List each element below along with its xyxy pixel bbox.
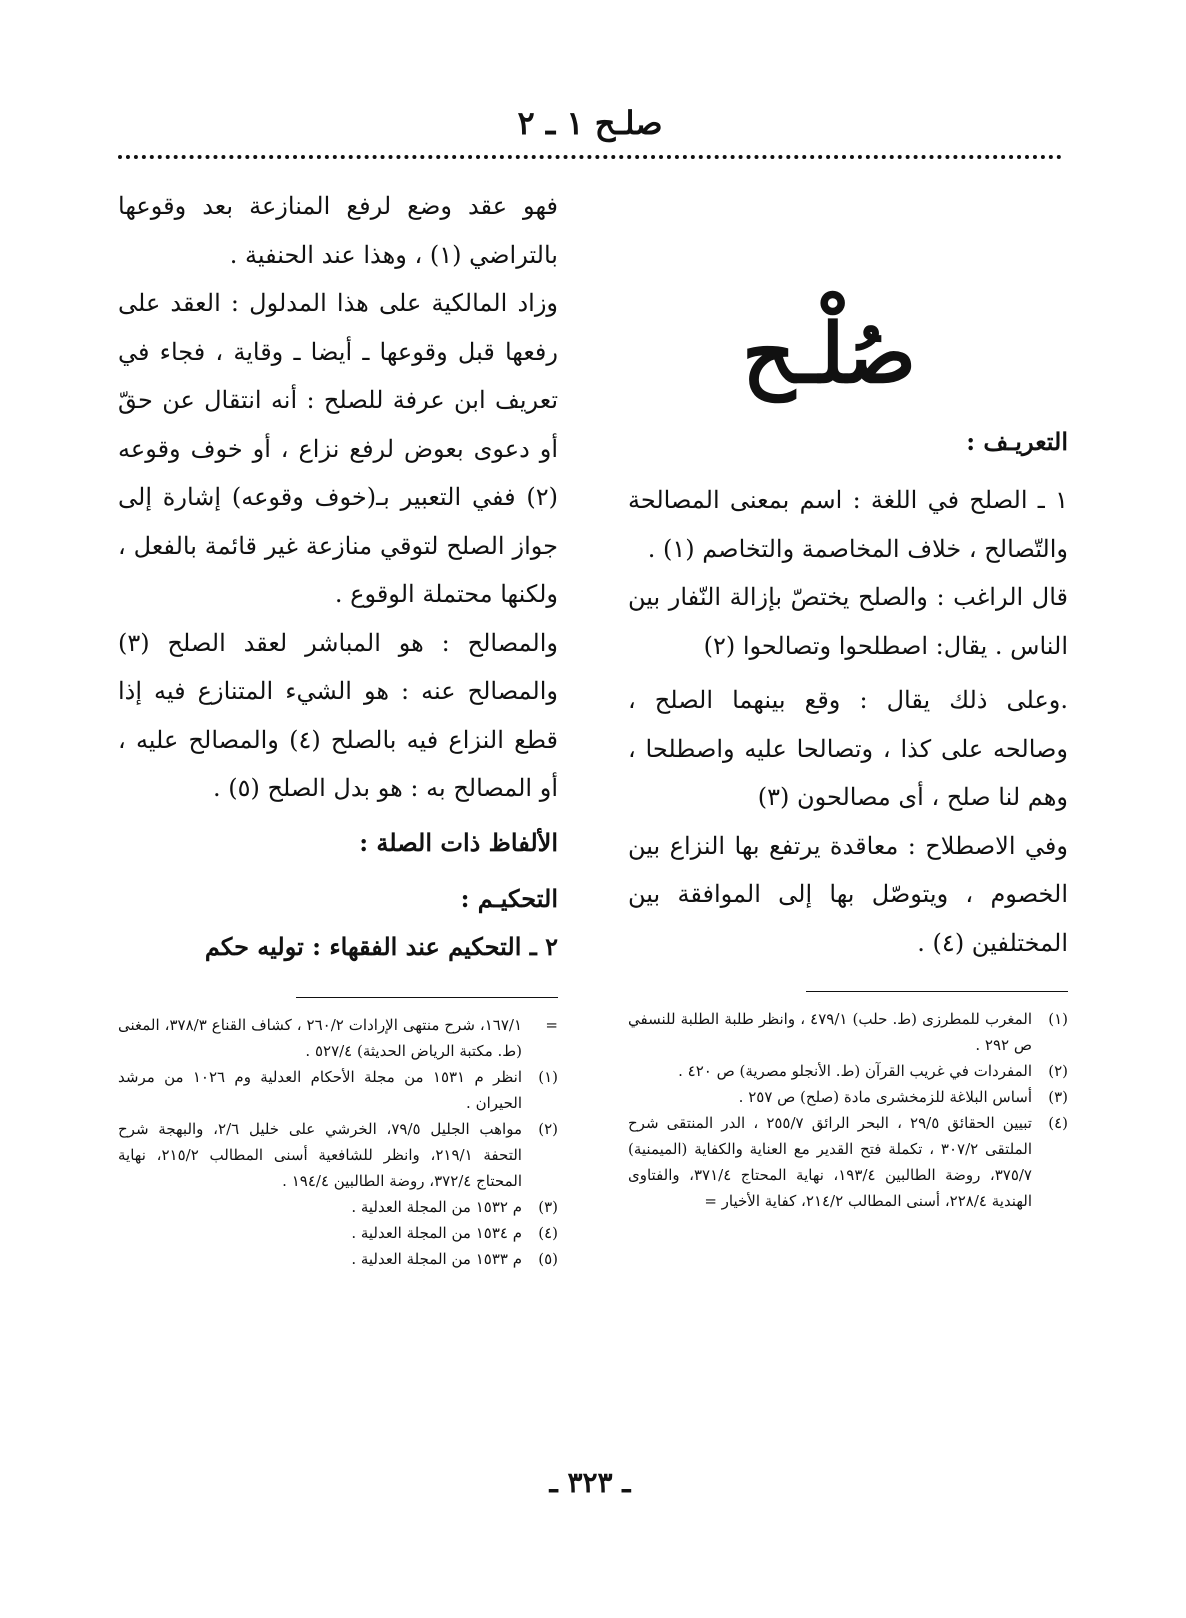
footnote (118, 1220, 558, 1246)
footnote-text: م ١٥٣٤ من المجلة العدلية . (351, 1224, 522, 1242)
footnote (628, 1110, 1068, 1214)
paragraph: قال الراغب : والصلح يختصّ بإزالة النّفار بين الناس . يقال: اصطلحوا وتصالحوا (٢) (628, 583, 1068, 660)
footnote-text: أساس البلاغة للزمخشرى مادة (صلح) ص ٢٥٧ . (738, 1088, 1032, 1106)
footnote-number: (٤) (538, 1224, 558, 1242)
paragraph: فهو عقد وضع لرفع المنازعة بعد وقوعها بالتراضي (١) ، وهذا عند الحنفية . (118, 192, 558, 269)
right-column (628, 418, 1068, 1214)
footnote-text: مواهب الجليل ٧٩/٥، الخرشي على خليل ٢/٦، والبهجة شرح التحفة ٢١٩/١، وانظر للشافعية أسنى المطالب ٢١٥/٢، نهاية المحتاج ٣٧٢/٤، روضة الطالبين ١٩٤/٤ . (118, 1120, 522, 1190)
footnote (628, 1084, 1068, 1110)
header-dotted-rule (118, 155, 1062, 159)
left-column (118, 182, 558, 1272)
paragraph: ١ ـ الصلح في اللغة : اسم بمعنى المصالحة والتّصالح ، خلاف المخاصمة والتخاصم (١) . (628, 486, 1068, 563)
entry-title: صُلْـح (742, 306, 916, 402)
footnote-number: = (545, 1016, 558, 1034)
footnote-text: المفردات في غريب القرآن (ط. الأنجلو مصرية) ص ٤٢٠ . (678, 1062, 1032, 1080)
footnote-number: (٥) (538, 1250, 558, 1268)
page-number: ـ ٣٢٣ ـ (549, 1466, 631, 1499)
paragraph: وفي الاصطلاح : معاقدة يرتفع بها النزاع بين الخصوم ، ويتوصّل بها إلى الموافقة بين المختلفين (٤) . (628, 831, 1068, 957)
footnote (628, 1006, 1068, 1058)
footnotes (628, 1006, 1068, 1214)
footnotes (118, 1012, 558, 1272)
footnote-rule (296, 997, 558, 998)
footnote-number: (٢) (538, 1120, 558, 1138)
footnote-text: م ١٥٣٣ من المجلة العدلية . (351, 1250, 522, 1268)
paragraph: والمصالح : هو المباشر لعقد الصلح (٣) والمصالح عنه : هو الشيء المتنازع فيه إذا قطع النزاع فيه بالصلح (٤) والمصالح عليه ، أو المصالح به : هو بدل الصلح (٥) . (118, 628, 559, 802)
footnote-number: (٣) (1048, 1088, 1068, 1106)
paragraph: وزاد المالكية على هذا المدلول : العقد على رفعها قبل وقوعها ـ أيضا ـ وقاية ، فجاء في تعريف ابن عرفة للصلح : أنه انتقال عن حقّ أو دعوى بعوض لرفع نزاع ، أو خوف وقوعه (٢) ففي التعبير بـ(خوف وقوعه) إشارة إلى جواز الصلح لتوقي منازعة غير قائمة بالفعل ، ولكنها محتملة الوقوع . (118, 289, 558, 608)
footnote (118, 1116, 558, 1194)
footnote-text: م ١٥٣٢ من المجلة العدلية . (351, 1198, 522, 1216)
footnote-number: (٢) (1048, 1062, 1068, 1080)
footnote (628, 1058, 1068, 1084)
heading-definition: التعريـف : (966, 427, 1068, 456)
footnote-text: ١٦٧/١، شرح منتهى الإرادات ٢٦٠/٢ ، كشاف القناع ٣٧٨/٣، المغنى (ط. مكتبة الرياض الحديثة) ٥٢٧/٤ . (118, 1016, 522, 1060)
heading-related-terms: الألفاظ ذات الصلة : (359, 827, 558, 857)
footnote-number: (١) (1048, 1010, 1068, 1028)
footnote-number: (٣) (538, 1198, 558, 1216)
footnote-text: تبيين الحقائق ٢٩/٥ ، البحر الرائق ٢٥٥/٧ ، الدر المنتقى شرح الملتقى ٣٠٧/٢ ، تكملة فتح القدير مع العناية والكفاية (الميمنية) ٣٧٥/٧، روضة الطالبين ١٩٣/٤، نهاية المحتاج ٣٧١/٤، والفتاوى الهندية ٢٢٨/٤، أسنى المطالب ٢١٤/٢، كفاية الأخيار = (628, 1114, 1032, 1210)
footnote (118, 1064, 558, 1116)
footnote-number: (٤) (1048, 1114, 1068, 1132)
paragraph: .وعلى ذلك يقال : وقع بينهما الصلح ، وصالحه على كذا ، وتصالحا عليه واصطلحا ، وهم لنا صلح ، أى مصالحون (٣) (628, 686, 1068, 811)
footnote-number: (١) (538, 1068, 558, 1086)
footnote (118, 1012, 558, 1064)
footnote-rule (806, 991, 1068, 992)
footnote (118, 1194, 558, 1220)
footnote (118, 1246, 558, 1272)
footnote-text: انظر م ١٥٣١ من مجلة الأحكام العدلية وم ١٠٢٦ من مرشد الحيران . (118, 1068, 522, 1112)
running-header: صلـح ١ ـ ٢ (517, 104, 663, 142)
footnote-text: المغرب للمطرزى (ط. حلب) ٤٧٩/١ ، وانظر طلبة الطلبة للنسفي ص ٢٩٢ . (628, 1010, 1033, 1054)
paragraph: ٢ ـ التحكيم عند الفقهاء : توليه حكم (204, 931, 558, 961)
heading-tahkim: التحكيـم : (460, 883, 558, 913)
